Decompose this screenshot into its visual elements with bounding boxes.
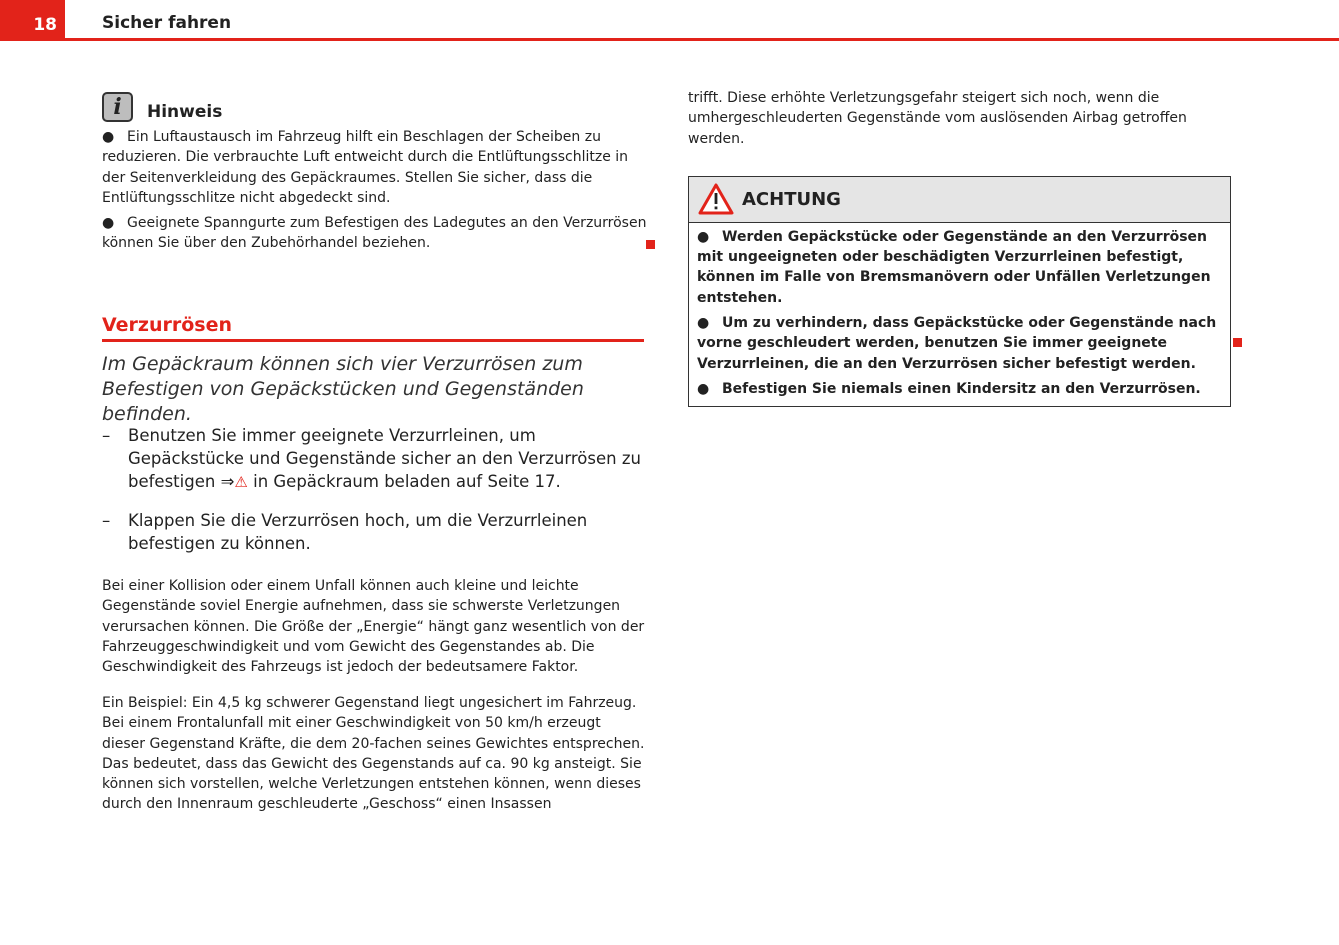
warning-bullet: ● Werden Gepäckstücke oder Gegenstände an den Verzurrösen mit ungeeigneten oder beschädigten Verzurrleinen befestigt, können im Falle von Bremsmanövern oder Unfällen Verletzungen entstehen. [697, 228, 1211, 306]
note-header [102, 88, 647, 122]
note-block [102, 88, 647, 254]
end-marker [1233, 338, 1242, 347]
warning-triangle-icon [698, 183, 734, 215]
note-bullet: ● Geeignete Spanngurte zum Befestigen des Ladegutes an den Verzurrösen können Sie über den Zubehörhandel beziehen. [102, 215, 647, 252]
right-column [688, 88, 1233, 407]
cross-reference-arrow[interactable]: ⇒ [220, 472, 235, 491]
note-title: Hinweis [147, 102, 223, 122]
step-item: – Klappen Sie die Verzurrösen hoch, um die Verzurrleinen befestigen zu können. [102, 511, 588, 553]
body-paragraph: Bei einer Kollision oder einem Unfall können auch kleine und leichte Gegenstände soviel Energie aufnehmen, dass sie schwerste Verletzungen verursachen können. Die Größe der „Energie“ hängt ganz wesentlich von der Fahrzeuggeschwindigkeit und vom Gewicht des Gegenstandes ab. Die Geschwindigkeit des Fahrzeugs ist jedoch der bedeutsamere Faktor. [102, 578, 645, 676]
bullet-dot: ● [102, 215, 115, 232]
end-marker [646, 240, 655, 249]
info-icon: i [102, 92, 133, 122]
cross-reference-text: in Gepäckraum beladen auf Seite 17. [247, 472, 561, 491]
bullet-dot: ● [102, 129, 115, 145]
warning-box [688, 176, 1231, 407]
continuation-paragraph: trifft. Diese erhöhte Verletzungsgefahr steigert sich noch, wenn die umhergeschleuderten Gegenstände vom auslösenden Airbag getroffen werden. [688, 90, 1187, 147]
warning-body [689, 223, 1230, 406]
warning-bullet: ● Befestigen Sie niemals einen Kindersitz an den Verzurrösen. [697, 380, 1201, 397]
section-lead: Im Gepäckraum können sich vier Verzurrösen zum Befestigen von Gepäckstücken und Gegenständen befinden. [102, 353, 584, 425]
section-title: Verzurrösen [102, 314, 644, 342]
warning-title: ACHTUNG [742, 188, 841, 210]
instruction-steps [102, 424, 647, 570]
note-bullet: ● Ein Luftaustausch im Fahrzeug hilft ein Beschlagen der Scheiben zu reduzieren. Die verbrauchte Luft entweicht durch die Entlüftungsschlitze in der Seitenverkleidung des Gepäckraumes. Stellen Sie sicher, dass die Entlüftungsschlitze nicht abgedeckt sind. [102, 129, 629, 206]
warning-header [689, 177, 1230, 223]
warning-triangle-icon[interactable]: ⚠ [234, 473, 248, 491]
page-number: 18 [0, 0, 65, 41]
header-rule [0, 38, 1339, 41]
body-paragraph: Ein Beispiel: Ein 4,5 kg schwerer Gegenstand liegt ungesichert im Fahrzeug. Bei einem Frontalunfall mit einer Geschwindigkeit von 50 km/h erzeugt dieser Gegenstand Kräfte, die dem 20-fachen seines Gewichtes entsprechen. Das bedeutet, dass das Gewicht des Gegenstands auf ca. 90 kg ansteigt. Sie können sich vorstellen, welche Verletzungen entstehen können, wenn dieses durch den Innenraum geschleuderte „Geschoss“ einen Insassen [102, 695, 645, 813]
step-item: – Benutzen Sie immer geeignete Verzurrleinen, um Gepäckstücke und Gegenstände sicher an den Verzurrösen zu befestigen ⇒⚠ in Gepäckraum beladen auf Seite 17. [102, 426, 641, 491]
warning-bullet: ● Um zu verhindern, dass Gepäckstücke oder Gegenstände nach vorne geschleudert werden, benutzen Sie immer geeignete Verzurrleinen, die an den Verzurrösen sicher befestigt werden. [697, 315, 1217, 372]
running-title: Sicher fahren [102, 13, 232, 33]
